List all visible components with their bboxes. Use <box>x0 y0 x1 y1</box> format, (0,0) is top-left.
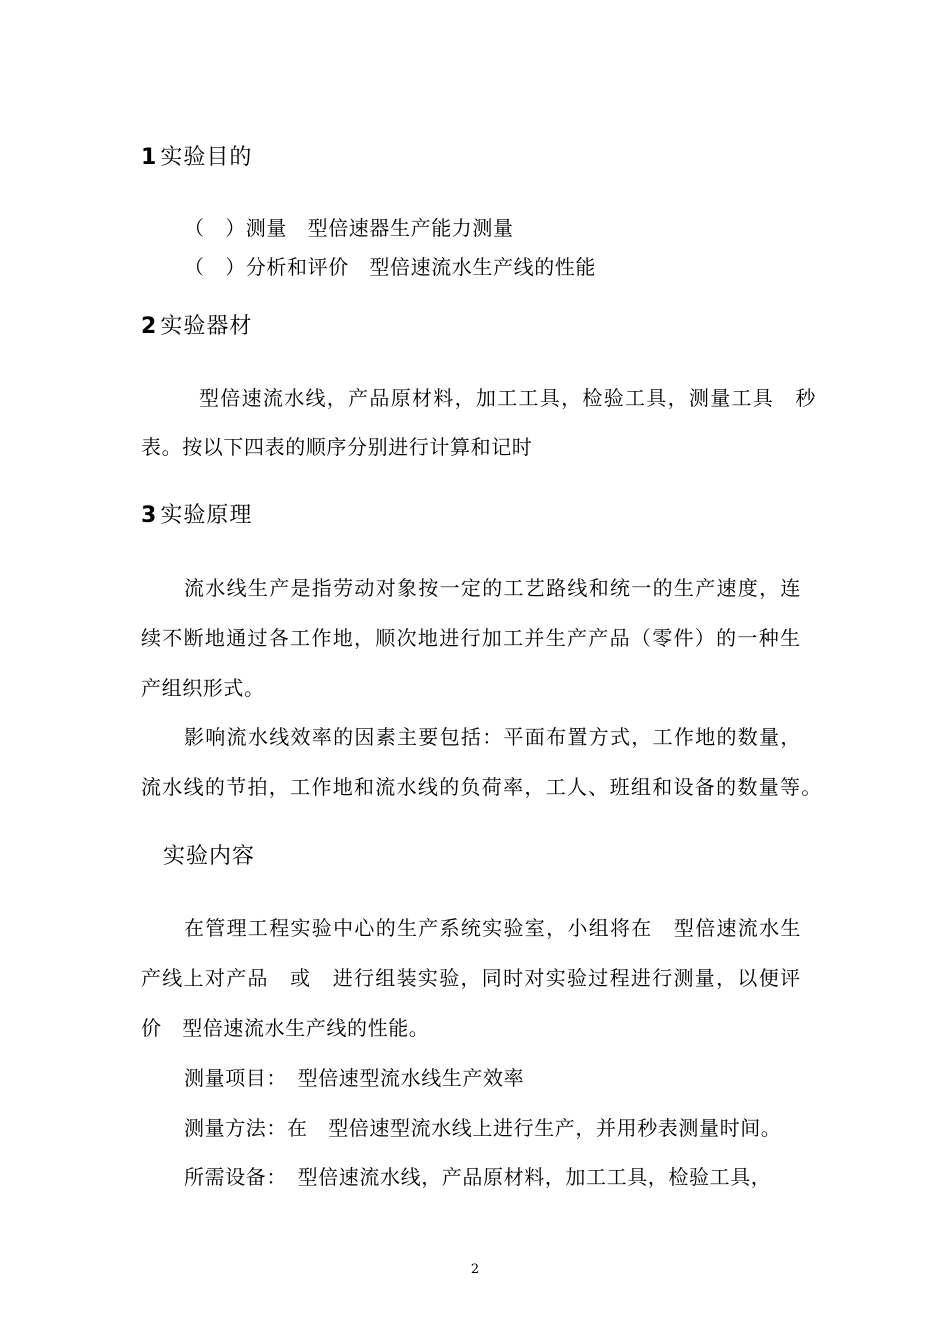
principle-line-4: 影响流水线效率的因素主要包括：平面布置方式，工作地的数量， <box>184 725 802 749</box>
content-line-3: 价 型倍速流水生产线的性能。 <box>141 1016 430 1040</box>
section-3-heading <box>141 501 252 531</box>
section-2-title: 实验器材 <box>160 314 253 339</box>
principle-line-5: 流水线的节拍，工作地和流水线的负荷率，工人、班组和设备的数量等。 <box>141 775 823 799</box>
content-line-2: 产线上对产品 或 进行组装实验，同时对实验过程进行测量，以便评 <box>141 966 802 990</box>
section-3-number: 3 <box>141 503 157 528</box>
principle-line-3: 产组织形式。 <box>141 676 265 700</box>
section-1-heading <box>141 143 252 173</box>
equipment-line-1: 型倍速流水线，产品原材料，加工工具，检验工具，测量工具 秒 <box>199 386 817 410</box>
content-line-5: 测量方法：在 型倍速型流水线上进行生产，并用秒表测量时间。 <box>184 1116 782 1140</box>
objective-item-1: （ ）测量 型倍速器生产能力测量 <box>184 216 514 240</box>
section-3-title: 实验原理 <box>160 503 253 528</box>
page-number: 2 <box>470 1262 480 1277</box>
objective-item-2: （ ）分析和评价 型倍速流水生产线的性能 <box>184 255 596 279</box>
content-line-6: 所需设备： 型倍速流水线，产品原材料，加工工具，检验工具， <box>184 1165 772 1189</box>
section-2-heading <box>141 312 252 342</box>
section-1-number: 1 <box>141 145 157 170</box>
section-2-number: 2 <box>141 314 157 339</box>
principle-line-1: 流水线生产是指劳动对象按一定的工艺路线和统一的生产速度，连 <box>184 576 802 600</box>
content-line-1: 在管理工程实验中心的生产系统实验室，小组将在 型倍速流水生 <box>184 916 802 940</box>
section-4-heading <box>141 842 255 872</box>
equipment-line-2: 表。按以下四表的顺序分别进行计算和记时 <box>141 435 533 459</box>
section-4-title: 实验内容 <box>163 844 256 869</box>
principle-line-2: 续不断地通过各工作地，顺次地进行加工并生产产品（零件）的一种生 <box>141 626 802 650</box>
content-line-4: 测量项目： 型倍速型流水线生产效率 <box>184 1066 525 1090</box>
section-1-title: 实验目的 <box>160 145 253 170</box>
